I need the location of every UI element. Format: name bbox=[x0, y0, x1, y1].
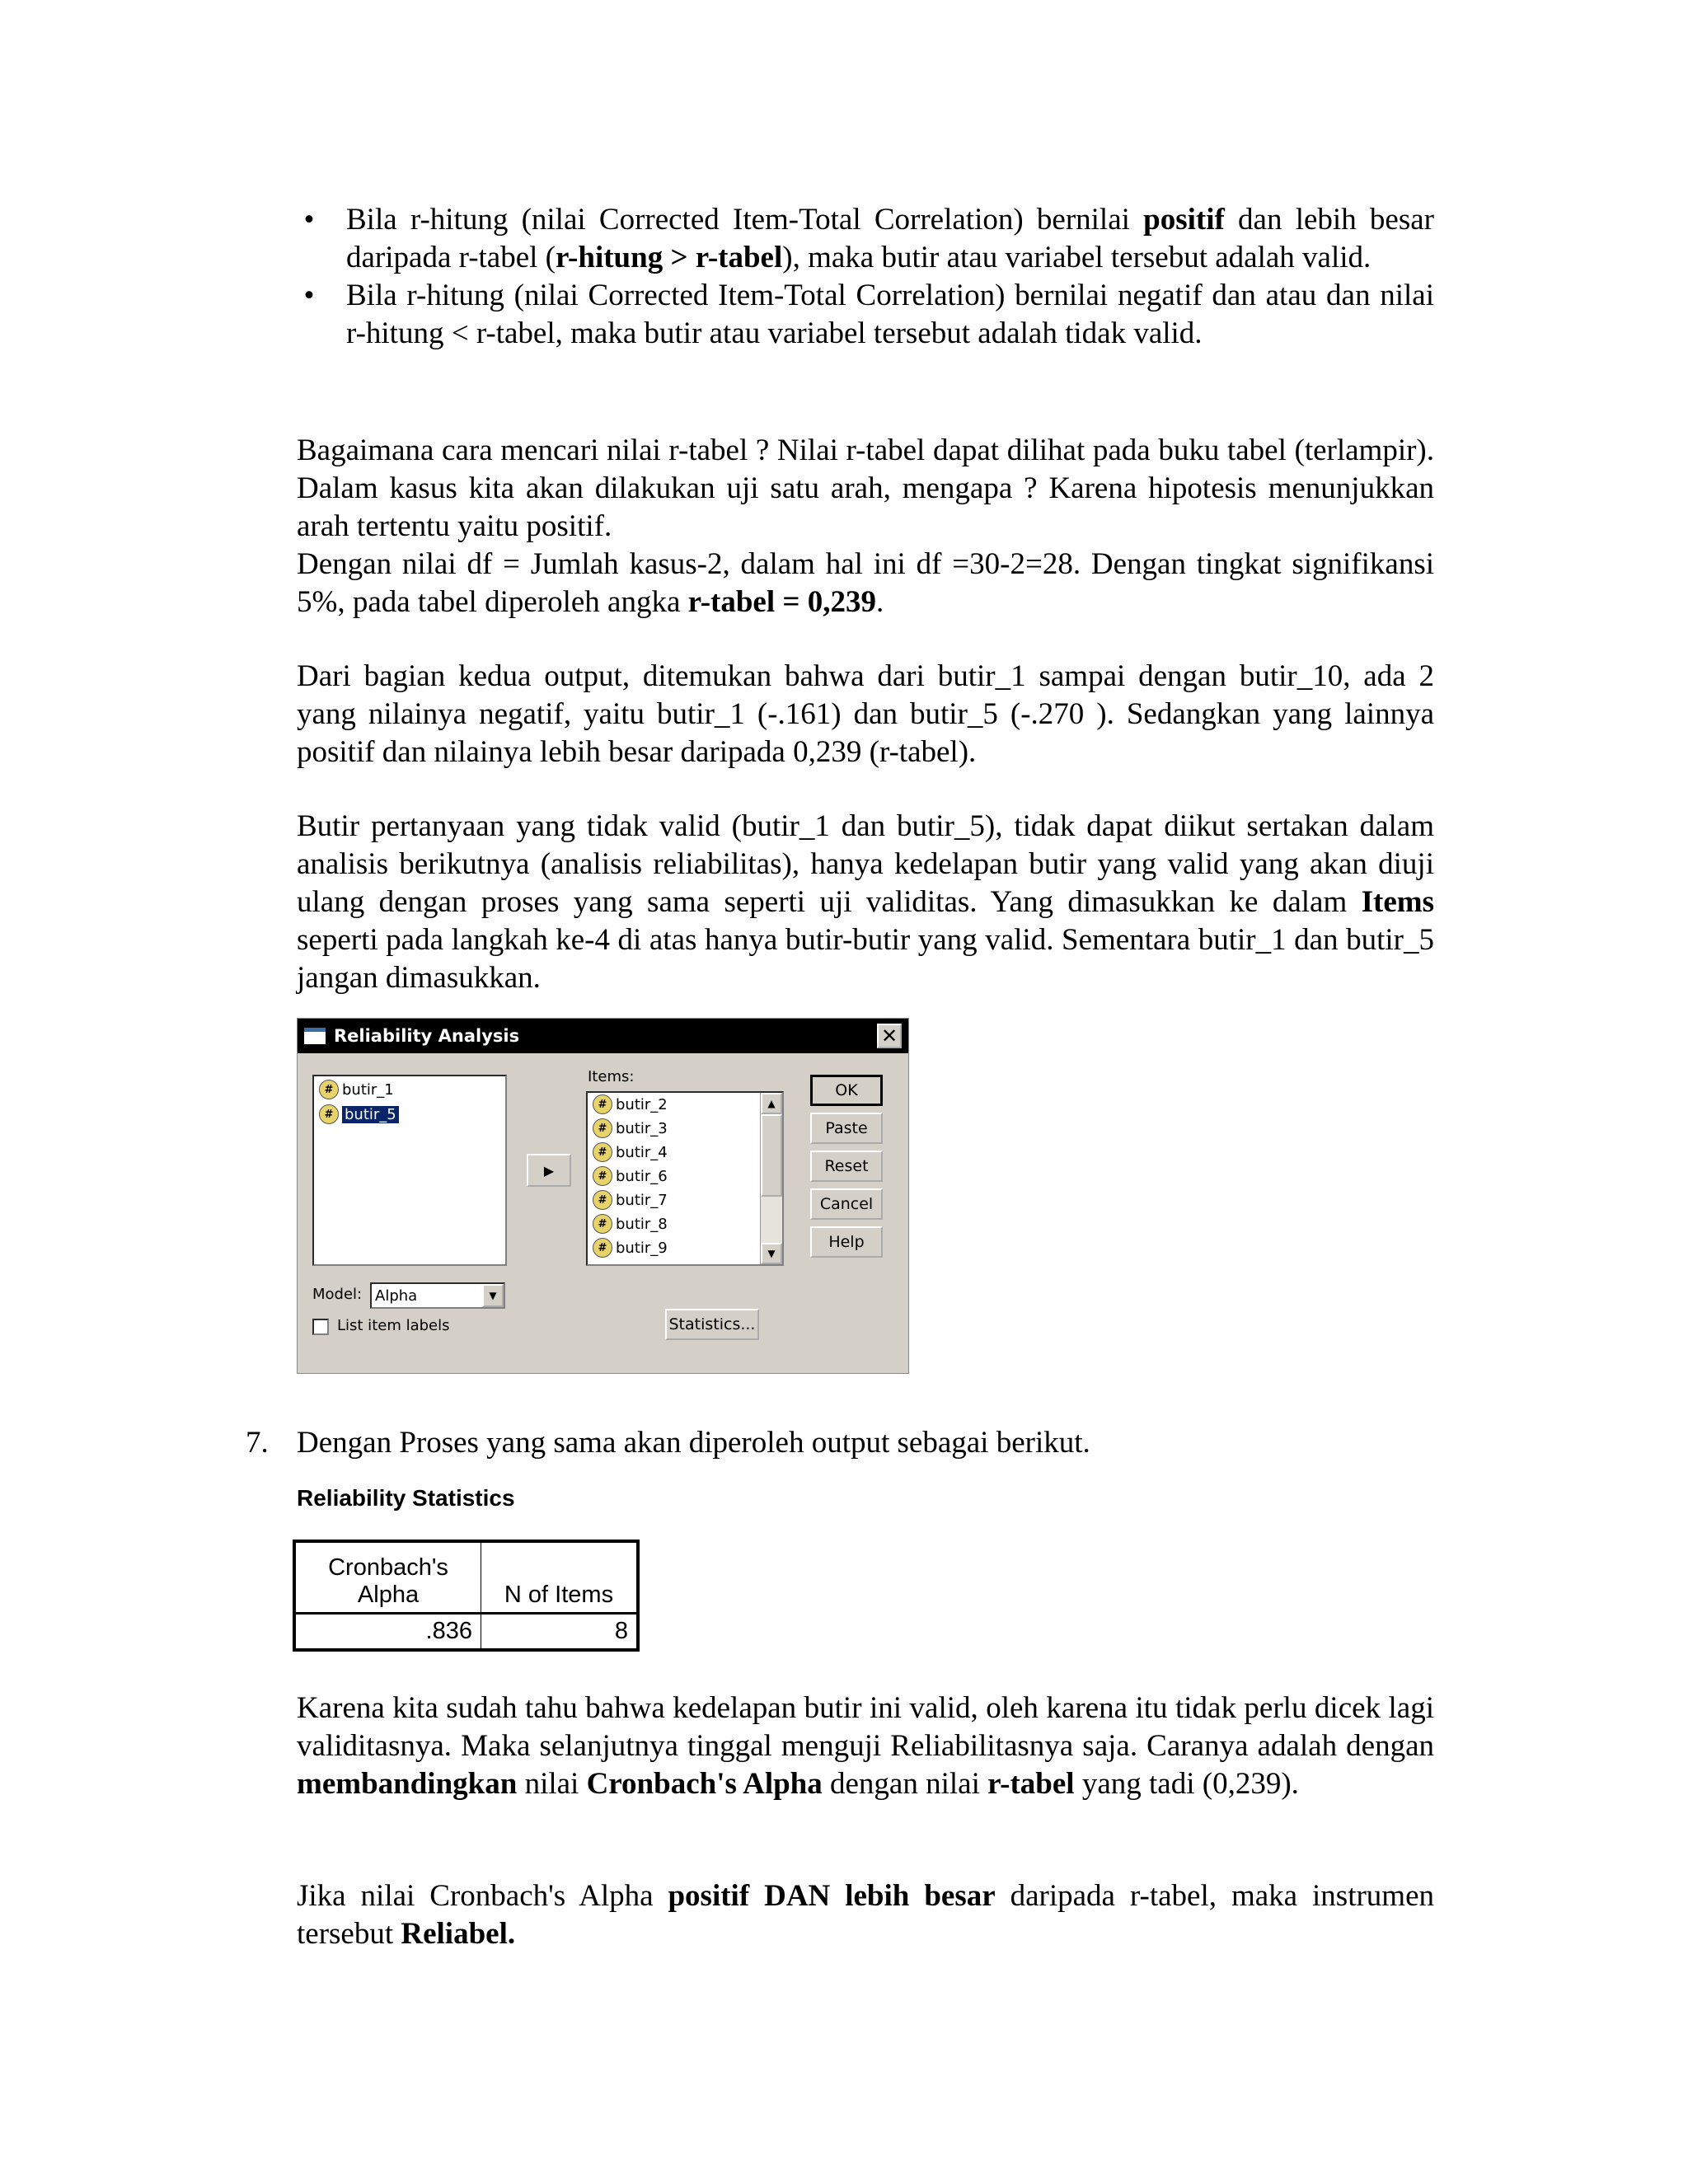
step-number: 7. bbox=[246, 1426, 269, 1460]
numeric-variable-icon: # bbox=[593, 1190, 612, 1210]
reliability-statistics-table bbox=[293, 1540, 640, 1652]
bullet-invalid bbox=[297, 277, 1434, 353]
move-to-items-button[interactable] bbox=[527, 1154, 571, 1187]
model-value: Alpha bbox=[375, 1286, 418, 1305]
criteria-bullet-list bbox=[297, 201, 1434, 353]
list-item[interactable] bbox=[593, 1117, 668, 1140]
header-line: Cronbach's bbox=[328, 1554, 448, 1581]
numeric-variable-icon: # bbox=[593, 1118, 612, 1138]
step-text: Dengan Proses yang sama akan diperoleh output sebagai berikut. bbox=[297, 1426, 1090, 1460]
text-run: ), maka butir atau variabel tersebut adalah valid. bbox=[782, 241, 1372, 274]
reliability-analysis-dialog bbox=[297, 1018, 909, 1374]
arrow-down-icon: ▼ bbox=[767, 1248, 776, 1259]
text-run: Karena kita sudah tahu bahwa kedelapan butir ini valid, oleh karena itu tidak perlu dicek lagi validitasnya. Maka selanjutnya tinggal menguji Reliabilitasnya saja. Caranya adalah dengan bbox=[297, 1691, 1434, 1763]
cancel-button[interactable]: Cancel bbox=[810, 1188, 883, 1220]
text-run-bold: membandingkan bbox=[297, 1767, 518, 1801]
list-item[interactable] bbox=[319, 1078, 394, 1101]
text-run: dengan nilai bbox=[822, 1767, 988, 1801]
text-run: dan lebih besar daripada r-tabel ( bbox=[346, 203, 1434, 274]
list-item-labels-label: List item labels bbox=[337, 1317, 450, 1334]
bullet-valid bbox=[297, 201, 1434, 277]
table-row bbox=[294, 1614, 638, 1651]
header-line: Alpha bbox=[357, 1582, 420, 1608]
text-run-bold: Reliabel. bbox=[401, 1917, 516, 1951]
window-icon bbox=[304, 1028, 326, 1044]
numeric-variable-icon: # bbox=[319, 1080, 339, 1099]
numeric-variable-icon: # bbox=[319, 1104, 339, 1124]
text-run-bold: r-tabel = 0,239 bbox=[687, 585, 876, 619]
variable-label: butir_2 bbox=[616, 1095, 668, 1113]
numeric-variable-icon: # bbox=[593, 1094, 612, 1114]
cell-n-items: 8 bbox=[481, 1614, 639, 1651]
step-7 bbox=[246, 1424, 1090, 1462]
items-list[interactable] bbox=[586, 1091, 784, 1266]
dialog-title: Reliability Analysis bbox=[334, 1026, 520, 1046]
statistics-button[interactable]: Statistics... bbox=[665, 1309, 759, 1340]
model-label: Model: bbox=[312, 1286, 363, 1303]
list-item[interactable] bbox=[593, 1141, 668, 1164]
text-run: daripada r-tabel, maka instrumen tersebut bbox=[297, 1879, 1435, 1951]
numeric-variable-icon: # bbox=[593, 1166, 612, 1186]
numeric-variable-icon: # bbox=[593, 1142, 612, 1162]
paragraph-rtabel-line2 bbox=[297, 546, 1434, 621]
text-run: Butir pertanyaan yang tidak valid (butir_1 dan butir_5), tidak dapat diikut sertakan dalam analisis berikutnya (analisis reliabilitas), hanya kedelapan butir yang valid yang akan diuji ulang dengan proses yang sama seperti uji validitas. Yang dimasukkan ke dalam bbox=[297, 809, 1434, 919]
variable-label: butir_1 bbox=[342, 1080, 394, 1099]
help-button[interactable]: Help bbox=[810, 1226, 883, 1258]
text-run: Bila r-hitung (nilai Corrected Item-Total Correlation) bernilai bbox=[346, 203, 1144, 237]
close-button[interactable] bbox=[877, 1024, 902, 1048]
variable-label: butir_8 bbox=[616, 1215, 668, 1233]
list-item[interactable] bbox=[593, 1212, 668, 1235]
dialog-titlebar bbox=[298, 1019, 908, 1053]
chevron-down-icon[interactable]: ▼ bbox=[482, 1284, 504, 1307]
variable-label: butir_9 bbox=[616, 1239, 668, 1257]
list-item-labels-checkbox[interactable] bbox=[312, 1319, 329, 1335]
text-run: . bbox=[875, 585, 884, 619]
bullet-text bbox=[346, 203, 1434, 274]
header-n-items: N of Items bbox=[481, 1541, 639, 1614]
list-item[interactable] bbox=[593, 1236, 668, 1259]
list-item[interactable] bbox=[593, 1093, 668, 1116]
variable-label: butir_3 bbox=[616, 1119, 668, 1137]
list-item[interactable] bbox=[593, 1165, 668, 1188]
bullet-text: Bila r-hitung (nilai Corrected Item-Total Correlation) bernilai negatif dan atau dan nilai r-hitung < r-tabel, maka butir atau variabel tersebut adalah tidak valid. bbox=[346, 279, 1434, 350]
close-icon: ✕ bbox=[880, 1024, 898, 1047]
paragraph-rtabel-line1: Bagaimana cara mencari nilai r-tabel ? Nilai r-tabel dapat dilihat pada buku tabel (terlampir). Dalam kasus kita akan dilakukan uji satu arah, mengapa ? Karena hipotesis menunjukkan arah tertentu yaitu positif. bbox=[297, 434, 1434, 543]
text-run-bold: r-tabel bbox=[987, 1767, 1075, 1801]
text-run-bold: Cronbach's Alpha bbox=[586, 1767, 823, 1801]
text-run: seperti pada langkah ke-4 di atas hanya butir-butir yang valid. Sementara butir_1 dan butir_5 jangan dimasukkan. bbox=[297, 923, 1434, 995]
reliability-statistics-title: Reliability Statistics bbox=[297, 1485, 515, 1511]
variable-label: butir_4 bbox=[616, 1143, 668, 1161]
text-run: nilai bbox=[517, 1767, 587, 1801]
variable-label: butir_7 bbox=[616, 1191, 668, 1209]
table-header-row bbox=[294, 1541, 638, 1614]
numeric-variable-icon: # bbox=[593, 1214, 612, 1234]
numeric-variable-icon: # bbox=[593, 1238, 612, 1258]
paragraph-rtabel bbox=[297, 432, 1434, 621]
text-run-bold: Items bbox=[1361, 885, 1434, 919]
paragraph-karena bbox=[297, 1690, 1434, 1803]
paste-button[interactable]: Paste bbox=[810, 1113, 883, 1144]
scroll-up-button[interactable] bbox=[761, 1093, 782, 1114]
model-select[interactable] bbox=[370, 1282, 505, 1309]
variable-label: butir_6 bbox=[616, 1167, 668, 1185]
header-cronbach-alpha bbox=[294, 1541, 481, 1614]
list-item[interactable] bbox=[593, 1188, 668, 1212]
items-label: Items: bbox=[588, 1068, 635, 1085]
bullet-dot-icon: • bbox=[303, 279, 315, 312]
text-run-bold: positif bbox=[1143, 203, 1225, 237]
scroll-down-button[interactable] bbox=[761, 1243, 782, 1264]
list-item[interactable] bbox=[319, 1103, 399, 1126]
cell-alpha: .836 bbox=[294, 1614, 481, 1651]
scroll-thumb[interactable] bbox=[761, 1114, 782, 1197]
items-scrollbar[interactable] bbox=[760, 1093, 782, 1264]
reset-button[interactable]: Reset bbox=[810, 1151, 883, 1182]
text-run-bold: r-hitung > r-tabel bbox=[556, 241, 783, 274]
bullet-dot-icon: • bbox=[303, 203, 315, 237]
arrow-up-icon: ▲ bbox=[767, 1098, 776, 1109]
ok-button[interactable]: OK bbox=[810, 1075, 883, 1106]
paragraph-invalid-items bbox=[297, 808, 1434, 997]
paragraph-jika bbox=[297, 1877, 1434, 1953]
paragraph-output: Dari bagian kedua output, ditemukan bahwa dari butir_1 sampai dengan butir_10, ada 2 yang nilainya negatif, yaitu butir_1 (-.161) dan butir_5 (-.270 ). Sedangkan yang lainnya positif dan nilainya lebih besar daripada 0,239 (r-tabel). bbox=[297, 659, 1434, 769]
source-variable-list[interactable] bbox=[312, 1075, 507, 1266]
arrow-right-icon: ▶ bbox=[543, 1162, 555, 1179]
variable-label-selected: butir_5 bbox=[342, 1106, 399, 1123]
text-run: yang tadi (0,239). bbox=[1074, 1767, 1299, 1801]
text-run-bold: positif DAN lebih besar bbox=[668, 1879, 996, 1913]
text-run: Dengan nilai df = Jumlah kasus-2, dalam hal ini df =30-2=28. Dengan tingkat signifikansi 5%, pada tabel diperoleh angka bbox=[297, 547, 1434, 619]
text-run: Jika nilai Cronbach's Alpha bbox=[297, 1879, 668, 1913]
